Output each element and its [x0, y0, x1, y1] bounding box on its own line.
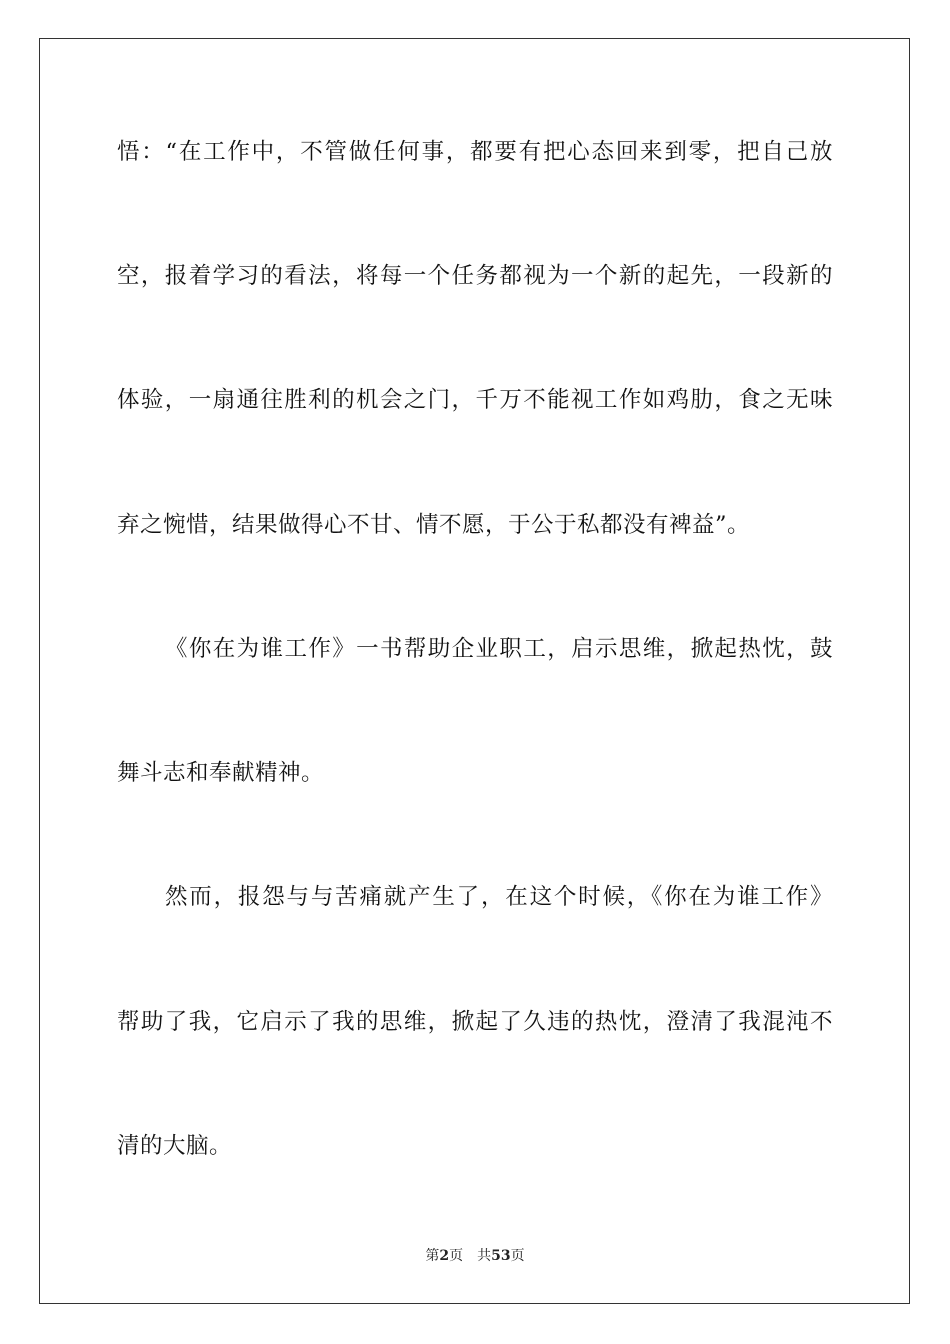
body-line-8: 帮助了我，它启示了我的思维，掀起了久违的热忱，澄清了我混沌不	[117, 1009, 833, 1035]
body-line-2: 空，报着学习的看法，将每一个任务都视为一个新的起先，一段新的	[117, 263, 833, 289]
footer-page-number: 2	[439, 1248, 450, 1264]
page-footer	[0, 1246, 950, 1266]
body-line-5: 《你在为谁工作》一书帮助企业职工，启示思维，掀起热忱，鼓	[165, 636, 833, 662]
body-line-7: 然而，报怨与与苦痛就产生了，在这个时候，《你在为谁工作》	[165, 884, 833, 910]
body-line-1: 悟：“在工作中，不管做任何事，都要有把心态回来到零，把自己放	[117, 139, 833, 165]
footer-page-prefix: 第	[425, 1248, 440, 1264]
body-line-3: 体验，一扇通往胜利的机会之门，千万不能视工作如鸡肋，食之无味	[117, 387, 833, 413]
footer-total-number: 53	[491, 1248, 511, 1264]
footer-total-suffix: 页	[510, 1248, 525, 1264]
body-line-6: 舞斗志和奉献精神。	[117, 760, 325, 786]
body-line-4: 弃之惋惜，结果做得心不甘、情不愿，于公于私都没有裨益”。	[117, 512, 751, 538]
footer-total-prefix: 共	[477, 1248, 492, 1264]
body-line-9: 清的大脑。	[117, 1133, 233, 1159]
page-border	[39, 38, 910, 1304]
footer-page-suffix: 页	[449, 1248, 464, 1264]
